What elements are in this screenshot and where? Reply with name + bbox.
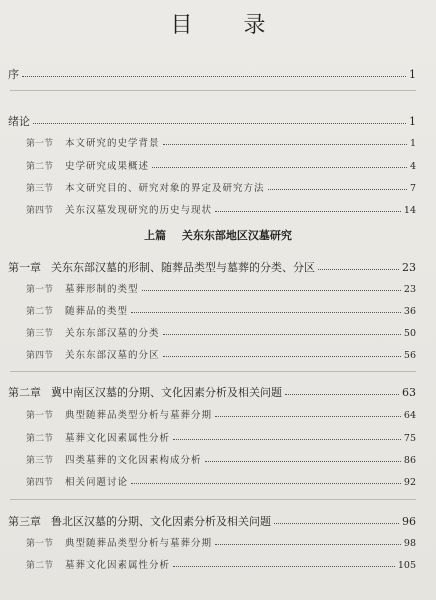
section-title: 史学研究成果概述 xyxy=(65,161,150,172)
section-number: 第四节 xyxy=(26,206,54,216)
section-title: 四类墓葬的文化因素构成分析 xyxy=(65,455,202,466)
section-title: 墓葬文化因素属性分析 xyxy=(65,560,171,571)
dot-leader xyxy=(215,210,401,212)
section-title: 本文研究的史学背景 xyxy=(65,138,160,149)
entry-label: 序 xyxy=(8,68,19,81)
section-title: 相关问题讨论 xyxy=(65,477,129,488)
section-page: 1 xyxy=(409,138,416,149)
chapter-number: 第一章 xyxy=(8,261,41,274)
toc-section[interactable] xyxy=(26,557,416,571)
chapter-number: 第三章 xyxy=(8,515,41,528)
toc-section[interactable] xyxy=(26,281,416,295)
toc-section[interactable] xyxy=(26,180,416,194)
section-page: 36 xyxy=(403,306,416,317)
section-page: 7 xyxy=(409,183,416,194)
toc-section[interactable] xyxy=(26,430,416,444)
dot-leader xyxy=(163,333,401,335)
dot-leader xyxy=(163,143,407,145)
section-number: 第一节 xyxy=(26,539,54,549)
divider xyxy=(10,499,416,500)
part-label: 上篇 xyxy=(144,229,167,242)
section-page: 64 xyxy=(403,410,416,421)
section-page: 86 xyxy=(403,455,416,466)
dot-leader xyxy=(33,122,406,124)
page-title: 目 录 xyxy=(170,13,288,38)
dot-leader xyxy=(268,188,407,190)
toc-section[interactable] xyxy=(26,158,416,172)
toc-section[interactable] xyxy=(26,535,416,549)
part-heading xyxy=(0,227,436,243)
part-title: 关东东部地区汉墓研究 xyxy=(181,229,292,242)
section-number: 第一节 xyxy=(26,411,54,421)
dot-leader xyxy=(173,565,395,567)
dot-leader xyxy=(131,482,401,484)
divider xyxy=(10,371,416,372)
dot-leader xyxy=(142,289,401,291)
entry-page: 1 xyxy=(409,68,416,81)
chapter-title: 鲁北区汉墓的分期、文化因素分析及相关问题 xyxy=(51,515,271,528)
section-page: 75 xyxy=(403,433,416,444)
chapter-number: 第二章 xyxy=(8,386,41,399)
section-number: 第二节 xyxy=(26,307,54,317)
section-number: 第三节 xyxy=(26,456,54,466)
section-number: 第三节 xyxy=(26,184,54,194)
dot-leader xyxy=(215,543,401,545)
section-number: 第二节 xyxy=(26,434,54,444)
toc-chapter[interactable] xyxy=(8,259,416,275)
chapter-page: 63 xyxy=(402,386,416,399)
section-number: 第一节 xyxy=(26,285,54,295)
toc-section[interactable] xyxy=(26,474,416,488)
section-title: 关东东部汉墓的分类 xyxy=(65,328,160,339)
section-page: 98 xyxy=(403,538,416,549)
section-title: 关东汉墓发现研究的历史与现状 xyxy=(65,205,213,216)
dot-leader xyxy=(152,166,407,168)
section-number: 第二节 xyxy=(26,162,54,172)
section-title: 墓葬文化因素属性分析 xyxy=(65,433,171,444)
section-number: 第一节 xyxy=(26,139,54,149)
entry-page: 1 xyxy=(409,115,416,128)
dot-leader xyxy=(318,268,399,270)
dot-leader xyxy=(274,522,399,524)
chapter-page: 23 xyxy=(402,261,416,274)
divider xyxy=(10,90,416,91)
toc-entry-preface[interactable] xyxy=(8,66,416,82)
dot-leader xyxy=(131,311,401,313)
section-title: 关东东部汉墓的分区 xyxy=(65,350,160,361)
dot-leader xyxy=(205,460,401,462)
section-number: 第三节 xyxy=(26,329,54,339)
chapter-title: 冀中南区汉墓的分期、文化因素分析及相关问题 xyxy=(51,386,282,399)
chapter-title: 关东东部汉墓的形制、随葬品类型与墓葬的分类、分区 xyxy=(51,261,315,274)
dot-leader xyxy=(285,393,399,395)
dot-leader xyxy=(215,415,401,417)
toc-chapter[interactable] xyxy=(8,513,416,529)
dot-leader xyxy=(22,75,406,77)
toc-chapter[interactable] xyxy=(8,384,416,400)
toc-entry-intro[interactable] xyxy=(8,113,416,129)
toc-section[interactable] xyxy=(26,135,416,149)
section-page: 56 xyxy=(403,350,416,361)
section-number: 第二节 xyxy=(26,561,54,571)
toc-section[interactable] xyxy=(26,303,416,317)
toc-section[interactable] xyxy=(26,407,416,421)
section-title: 随葬品的类型 xyxy=(65,306,129,317)
section-page: 105 xyxy=(397,560,416,571)
section-title: 典型随葬品类型分析与墓葬分期 xyxy=(65,538,213,549)
section-page: 23 xyxy=(403,284,416,295)
section-number: 第四节 xyxy=(26,351,54,361)
toc-section[interactable] xyxy=(26,347,416,361)
dot-leader xyxy=(173,438,401,440)
section-page: 14 xyxy=(403,205,416,216)
dot-leader xyxy=(163,355,401,357)
section-page: 4 xyxy=(409,161,416,172)
section-number: 第四节 xyxy=(26,478,54,488)
toc-section[interactable] xyxy=(26,452,416,466)
toc-section[interactable] xyxy=(26,202,416,216)
chapter-page: 96 xyxy=(402,515,416,528)
section-page: 92 xyxy=(403,477,416,488)
section-title: 本文研究目的、研究对象的界定及研究方法 xyxy=(65,183,265,194)
entry-label: 绪论 xyxy=(8,115,30,128)
section-page: 50 xyxy=(403,328,416,339)
section-title: 墓葬形制的类型 xyxy=(65,284,139,295)
toc-section[interactable] xyxy=(26,325,416,339)
section-title: 典型随葬品类型分析与墓葬分期 xyxy=(65,410,213,421)
